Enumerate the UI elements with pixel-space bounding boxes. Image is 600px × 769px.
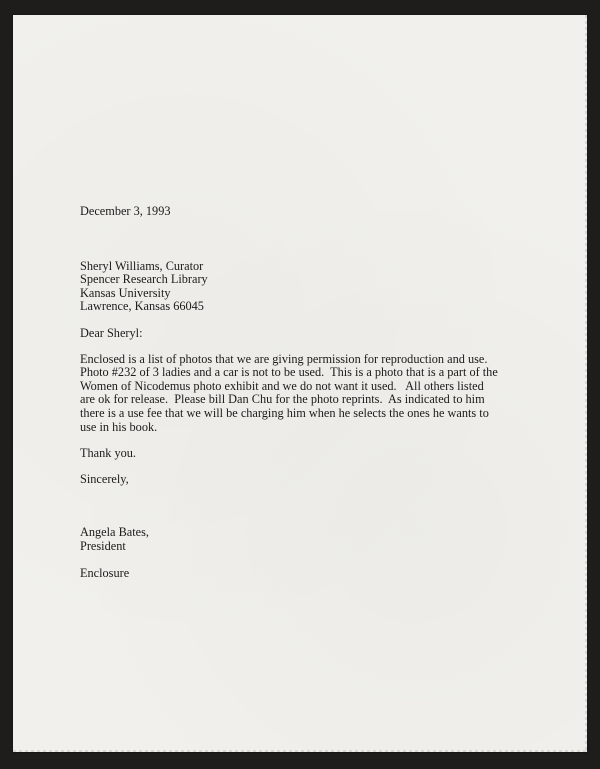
recipient-city: Lawrence, Kansas 66045 [80,299,204,314]
letter-date: December 3, 1993 [80,204,171,218]
signature-block [80,526,530,553]
page-edge-bottom [13,750,587,752]
thank-you-line: Thank you. [80,446,137,461]
salutation: Dear Sheryl: [80,325,143,340]
body-line: are ok for release. Please bill Dan Chu for the photo reprints. As indicated to him [80,392,485,407]
recipient-address [80,260,530,314]
closing: Sincerely, [80,471,129,486]
enclosure-note: Enclosure [80,565,130,580]
letter-page [13,15,587,752]
signer-title: President [80,538,126,553]
page-edge-right [585,15,587,752]
body-line: Photo #232 of 3 ladies and a car is not to be used. This is a photo that is a part of the [80,365,498,380]
recipient-name: Sheryl Williams, Curator [80,258,204,273]
letter-body [80,205,530,580]
body-line: use in his book. [80,419,158,434]
signer-name: Angela Bates, [80,525,149,540]
body-line: Enclosed is a list of photos that we are giving permission for reproduction and use. [80,351,488,366]
body-line: there is a use fee that we will be charging him when he selects the ones he wants to [80,405,489,420]
body-paragraph [80,353,530,435]
recipient-organization: Spencer Research Library [80,272,208,287]
recipient-institution: Kansas University [80,285,171,300]
body-line: Women of Nicodemus photo exhibit and we do not want it used. All others listed [80,378,484,393]
